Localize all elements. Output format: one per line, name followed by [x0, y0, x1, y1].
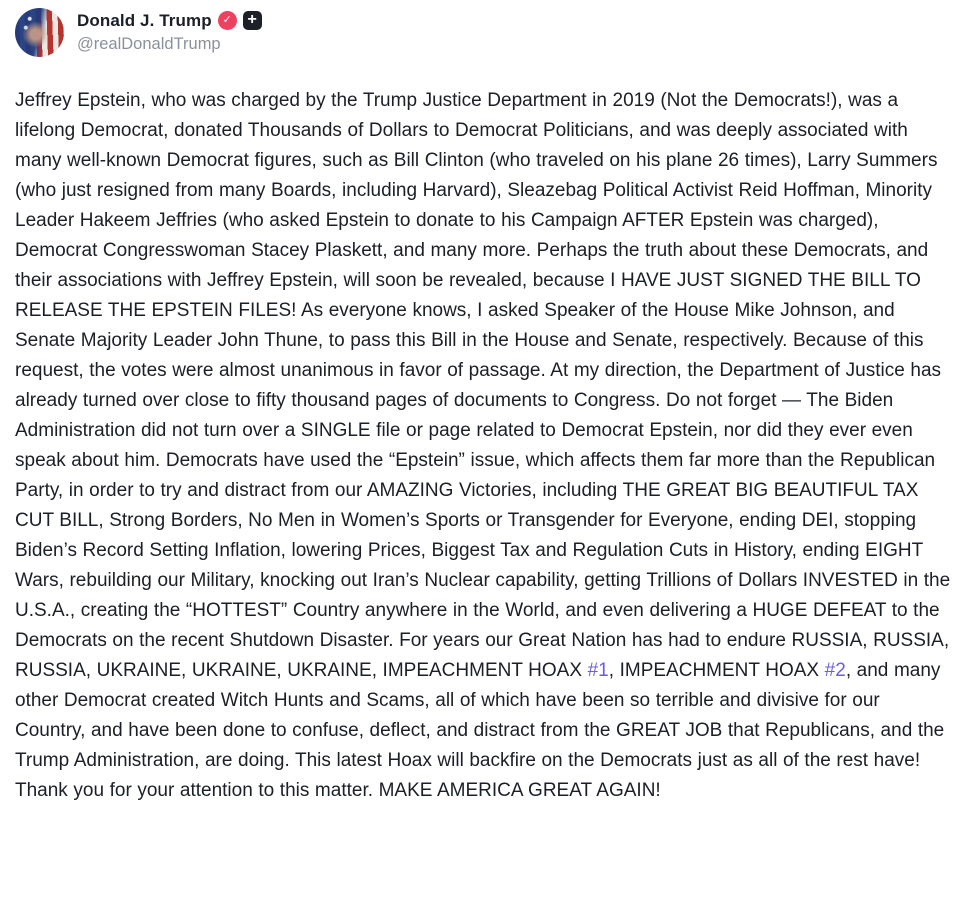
user-handle[interactable]: @realDonaldTrump [77, 34, 221, 53]
post-text-segment: Jeffrey Epstein, who was charged by the Trump Justice Department in 2019 (Not the Democrats!), was a lifelong Democrat, donated Thousands of Dollars to Democrat Politicians, and was deeply associated with many well-known Democrat figures, such as Bill Clinton (who traveled on his plane 26 times), Larry Summers (who just resigned from many Boards, including Harvard), Sleazebag Political Activist Reid Hoffman, Minority Leader Hakeem Jeffries (who asked Epstein to donate to his Campaign AFTER Epstein was charged), Democrat Congresswoman Stacey Plaskett, and many more. Perhaps the truth about these Democrats, and their associations with Jeffrey Epstein, will soon be revealed, because I HAVE JUST SIGNED THE BILL TO RELEASE THE EPSTEIN FILES! As everyone knows, I asked Speaker of the House Mike Johnson, and Senate Majority Leader John Thune, to pass this Bill in the House and Senate, respectively. Because of this request, the votes were almost unanimous in favor of passage. At my direction, the Department of Justice has already turned over close to fifty thousand pages of documents to Congress. Do not forget — The Biden Administration did not turn over a SINGLE file or page related to Democrat Epstein, nor did they ever even speak about him. Democrats have used the “Epstein” issue, which affects them far more than the Republican Party, in order to try and distract from our AMAZING Victories, including THE GREAT BIG BEAUTIFUL TAX CUT BILL, Strong Borders, No Men in Women’s Sports or Transgender for Everyone, ending DEI, stopping Biden’s Record Setting Inflation, lowering Prices, Biggest Tax and Regulation Cuts in History, ending EIGHT Wars, rebuilding our Military, knocking out Iran’s Nuclear capability, getting Trillions of Dollars INVESTED in the U.S.A., creating the “HOTTEST” Country anywhere in the World, and even delivering a HUGE DEFEAT to the Democrats on the recent Shutdown Disaster. For years our Great Nation has had to endure RUSSIA, RUSSIA, RUSSIA, UKRAINE, UKRAINE, UKRAINE, IMPEACHMENT HOAX [15, 90, 951, 681]
verified-checkmark-icon [218, 11, 237, 30]
checkmark-glyph: ✓ [222, 14, 232, 26]
post-text-segment: , and many other Democrat created Witch Hunts and Scams, all of which have been so terrible and divisive for our Country, and have been done to confuse, deflect, and distract from the GREAT JOB that Republicans, and the Trump Administration, are doing. This latest Hoax will backfire on the Democrats just as all of the rest have! Thank you for your attention to this matter. MAKE AMERICA GREAT AGAIN! [15, 660, 945, 801]
post-header [15, 7, 953, 57]
post-text-segment: , IMPEACHMENT HOAX [608, 660, 825, 681]
author-name-row [77, 11, 262, 31]
plus-glyph: + [247, 11, 257, 28]
post-body [15, 86, 952, 806]
impeachment-hoax-1-link[interactable]: #1 [587, 660, 609, 681]
truth-plus-badge-icon [243, 11, 262, 30]
display-name[interactable]: Donald J. Trump [77, 10, 212, 30]
author-id-block [77, 11, 262, 54]
avatar[interactable] [15, 8, 64, 57]
impeachment-hoax-2-link[interactable]: #2 [824, 660, 846, 681]
